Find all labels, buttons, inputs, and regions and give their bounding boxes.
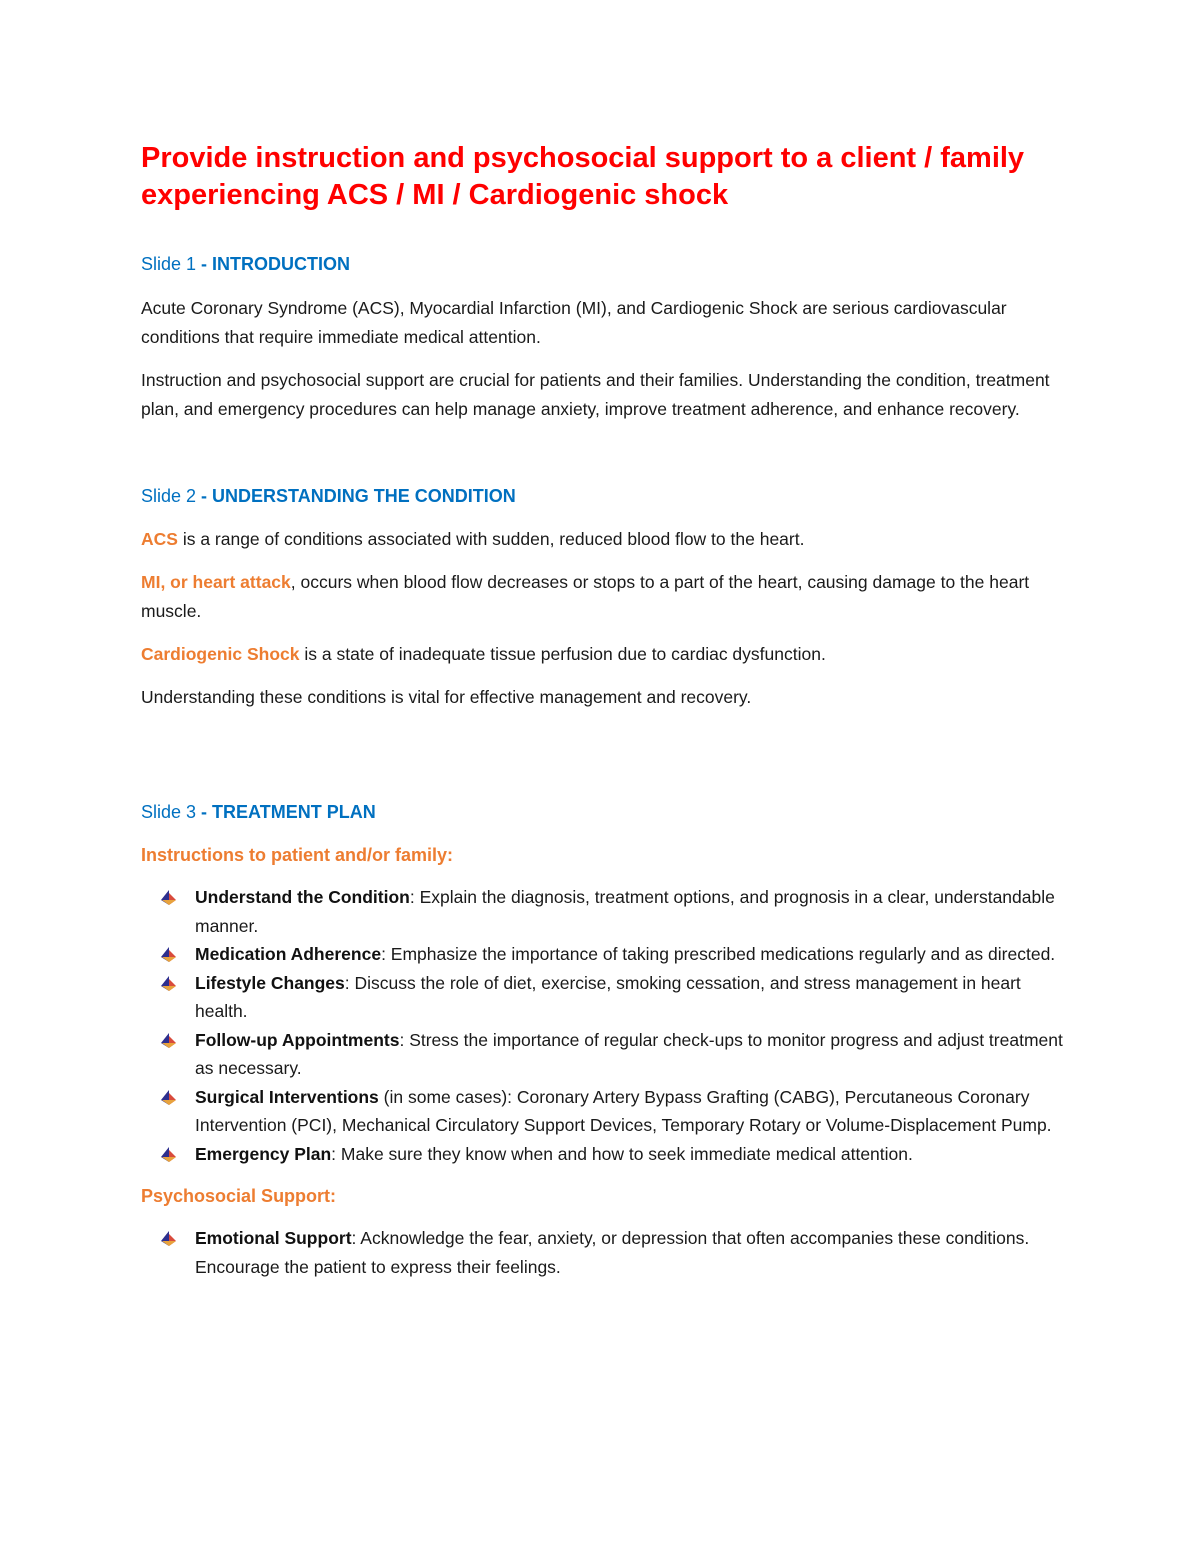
psychosocial-heading: Psychosocial Support: [141, 1186, 337, 1206]
bullet-term: Emergency Plan [195, 1143, 332, 1164]
intro-paragraph-2: Instruction and psychosocial support are crucial for patients and their families. Understanding the condition, treatment plan, and emergency procedures can help manage anxiety, improve treatment adherence, and enhance recovery. [141, 370, 1050, 419]
instruction-item [141, 1140, 1071, 1169]
slide-2-label: Slide 2 [141, 486, 197, 506]
arrow-bullet-icon [159, 888, 179, 908]
document-title: Provide instruction and psychosocial support to a client / family experiencing ACS / MI / Cardiogenic shock [141, 142, 1025, 211]
bullet-text: : Make sure they know when and how to seek immediate medical attention. [331, 1143, 913, 1164]
slide-1-label: Slide 1 [141, 254, 197, 274]
instruction-item [141, 1083, 1071, 1140]
bullet-term: Understand the Condition [195, 887, 410, 907]
bullet-text: : Coronary Artery Bypass Grafting (CABG), Percutaneous Coronary Intervention (PCI), Mechanical Circulatory Support Devices, Temporary Rotary or Volume-Displacement Pump. [195, 1086, 1052, 1135]
arrow-bullet-icon [159, 1088, 179, 1108]
mi-definition [141, 568, 1071, 626]
psychosocial-item [141, 1224, 1071, 1281]
bullet-term: Follow-up Appointments [195, 1029, 400, 1050]
psychosocial-list [141, 1224, 1071, 1281]
bullet-term: Medication Adherence [195, 944, 382, 964]
cs-text: is a state of inadequate tissue perfusion due to cardiac dysfunction. [299, 644, 826, 664]
arrow-bullet-icon [159, 974, 179, 994]
arrow-bullet-icon [159, 1145, 179, 1165]
arrow-bullet-icon [159, 945, 179, 965]
slide-2-separator: - [196, 486, 213, 506]
instruction-item [141, 940, 1071, 969]
instructions-list [141, 883, 1071, 1168]
slide-3-heading [141, 800, 1071, 824]
acs-definition [141, 525, 1071, 554]
slide-1-name: INTRODUCTION [212, 254, 351, 274]
arrow-bullet-icon [159, 1229, 179, 1249]
slide-1-heading [141, 252, 1071, 276]
acs-term: ACS [141, 529, 178, 549]
acs-text: is a range of conditions associated with sudden, reduced blood flow to the heart. [177, 529, 805, 549]
slide-3-label: Slide 3 [141, 802, 197, 822]
instruction-item [141, 883, 1071, 940]
intro-paragraph-1: Acute Coronary Syndrome (ACS), Myocardial Infarction (MI), and Cardiogenic Shock are serious cardiovascular conditions that require immediate medical attention. [141, 298, 1007, 347]
bullet-term: Emotional Support [195, 1228, 352, 1248]
condition-closing: Understanding these conditions is vital for effective management and recovery. [141, 687, 752, 707]
instruction-item [141, 969, 1071, 1026]
instruction-item [141, 1026, 1071, 1083]
bullet-text: : Stress the importance of regular check-ups to monitor progress and adjust treatment as necessary. [195, 1029, 1063, 1078]
bullet-term: Lifestyle Changes [195, 972, 345, 993]
bullet-text: : Discuss the role of diet, exercise, smoking cessation, and stress management in heart health. [195, 972, 1021, 1021]
document-page [141, 140, 1071, 1281]
cs-term: Cardiogenic Shock [141, 644, 300, 664]
mi-text: , occurs when blood flow decreases or stops to a part of the heart, causing damage to the heart muscle. [141, 572, 1030, 621]
bullet-text: : Acknowledge the fear, anxiety, or depression that often accompanies these conditions. Encourage the patient to express their feelings. [195, 1228, 1030, 1277]
slide-3-name: TREATMENT PLAN [212, 802, 376, 822]
instructions-heading: Instructions to patient and/or family: [141, 845, 454, 865]
slide-3-separator: - [196, 802, 213, 822]
slide-1-separator: - [196, 254, 213, 274]
arrow-bullet-icon [159, 1031, 179, 1051]
slide-2-heading [141, 484, 1071, 508]
bullet-qualifier: (in some cases) [378, 1086, 508, 1107]
bullet-text: : Explain the diagnosis, treatment options, and prognosis in a clear, understandable manner. [195, 887, 1055, 936]
bullet-term: Surgical Interventions [195, 1086, 379, 1107]
slide-2-name: UNDERSTANDING THE CONDITION [212, 486, 516, 506]
mi-term: MI, or heart attack [141, 572, 291, 592]
cs-definition [141, 640, 1071, 669]
bullet-text: : Emphasize the importance of taking prescribed medications regularly and as directed. [381, 944, 1056, 964]
